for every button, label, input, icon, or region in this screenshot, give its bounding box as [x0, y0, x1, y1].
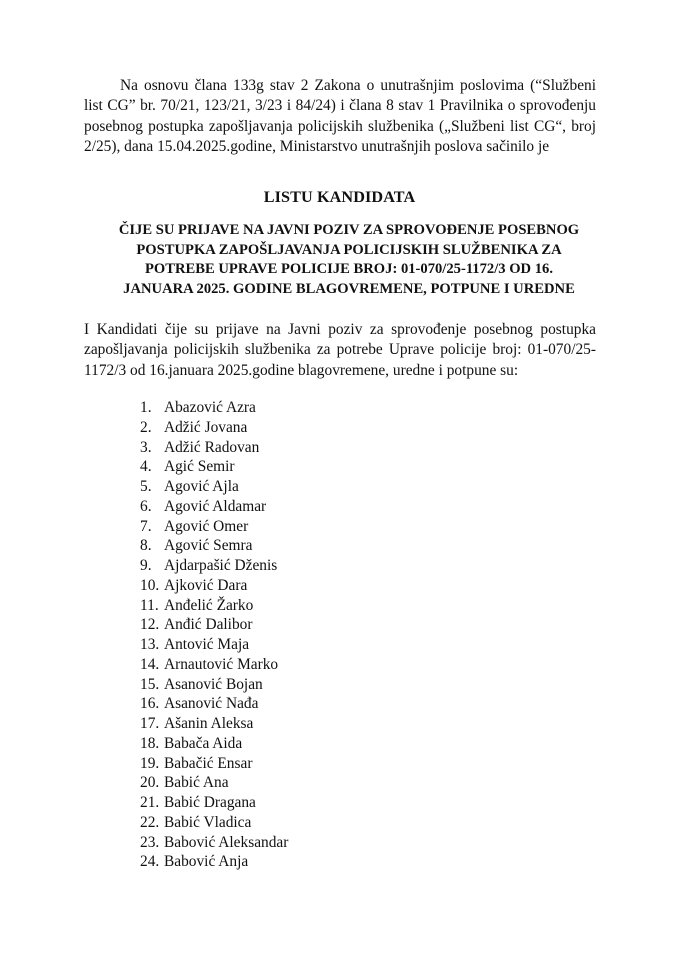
list-item-number: 18.	[140, 734, 160, 752]
list-item	[140, 675, 288, 695]
list-item-name: Arnautović Marko	[164, 655, 279, 673]
list-item-number: 5.	[140, 478, 152, 495]
list-item-name: Agić Semir	[164, 458, 235, 476]
list-item-number: 8.	[140, 537, 152, 555]
list-item	[140, 438, 288, 458]
list-item	[140, 694, 288, 714]
list-item-number: 11.	[140, 596, 159, 614]
list-item-name: Anđić Dalibor	[164, 616, 253, 634]
list-item	[140, 852, 288, 872]
list-item-number: 14.	[140, 655, 160, 673]
list-item-number: 17.	[140, 715, 160, 732]
list-item-number: 13.	[140, 636, 160, 653]
list-item-number: 16.	[140, 695, 160, 713]
list-item	[140, 457, 288, 477]
list-item-number: 10.	[140, 576, 160, 594]
list-item-name: Ajković Dara	[164, 576, 248, 594]
list-item	[140, 813, 288, 833]
list-item-number: 20.	[140, 774, 160, 792]
list-item-name: Babačić Ensar	[164, 754, 253, 772]
candidates-intro-paragraph: I Kandidati čije su prijave na Javni poziv za sprovođenje posebnog postupka zapošljavanja policijskih službenika za potrebe Uprave policije broj: 01-070/25-1172/3 od 16.januara 2025.godine blagovremene, uredne i potpune su:	[84, 321, 596, 379]
list-item-name: Agović Omer	[164, 517, 249, 535]
list-item	[140, 398, 288, 418]
list-item-number: 15.	[140, 675, 160, 693]
list-item-name: Abazović Azra	[164, 399, 256, 416]
list-item-number: 22.	[140, 813, 160, 831]
list-item-name: Asanović Bojan	[164, 675, 263, 693]
list-item	[140, 418, 288, 438]
document-subtitle: ČIJE SU PRIJAVE NA JAVNI POZIV ZA SPROVOĐENJE POSEBNOG POSTUPKA ZAPOŠLJAVANJA POLICIJSKIH SLUŽBENIKA ZA POTREBE UPRAVE POLICIJE BROJ: 01-070/25-1172/3 OD 16. JANUARA 2025. GODINE BLAGOVREMENE, POTPUNE I UREDNE	[118, 222, 580, 297]
list-item	[140, 793, 288, 813]
list-item	[140, 556, 288, 576]
list-item-name: Babić Dragana	[164, 794, 256, 811]
list-item-number: 21.	[140, 794, 160, 811]
list-item-name: Ajdarpašić Dženis	[164, 557, 278, 574]
list-item	[140, 596, 288, 616]
list-item-number: 19.	[140, 754, 160, 772]
candidate-list	[140, 398, 288, 872]
list-item-name: Babača Aida	[164, 734, 243, 752]
list-item	[140, 517, 288, 537]
list-item-name: Asanović Nađa	[164, 695, 259, 713]
list-item-number: 1.	[140, 399, 152, 416]
list-item-number: 6.	[140, 497, 152, 515]
list-item-name: Babić Ana	[164, 774, 229, 792]
list-item	[140, 734, 288, 754]
list-item	[140, 576, 288, 596]
intro-paragraph: Na osnovu člana 133g stav 2 Zakona o unutrašnjim poslovima (“Službeni list CG” br. 70/21, 123/21, 3/23 i 84/24) i člana 8 stav 1 Pravilnika o sprovođenju posebnog postupka zapošljavanja policijskih službenika („Službeni list CG“, broj 2/25), dana 15.04.2025.godine, Ministarstvo unutrašnjih poslova sačinilo je	[84, 77, 596, 156]
list-item-name: Antović Maja	[164, 636, 250, 653]
list-item-name: Adžić Radovan	[164, 438, 260, 456]
list-item	[140, 714, 288, 734]
list-item	[140, 477, 288, 497]
list-item-number: 9.	[140, 557, 152, 574]
list-item-name: Adžić Jovana	[164, 418, 248, 436]
list-item	[140, 536, 288, 556]
list-item-number: 24.	[140, 853, 160, 871]
list-item	[140, 615, 288, 635]
list-item-number: 2.	[140, 418, 152, 436]
document-title: LISTU KANDIDATA	[263, 188, 416, 206]
list-item-name: Agović Ajla	[164, 478, 239, 495]
list-item-number: 23.	[140, 833, 160, 851]
list-item	[140, 773, 288, 793]
list-item-name: Babić Vladica	[164, 813, 252, 831]
list-item-name: Ašanin Aleksa	[164, 715, 254, 732]
list-item	[140, 497, 288, 517]
list-item-name: Agović Aldamar	[164, 497, 267, 515]
list-item-number: 4.	[140, 458, 152, 476]
list-item	[140, 833, 288, 853]
list-item	[140, 754, 288, 774]
list-item	[140, 655, 288, 675]
list-item-number: 3.	[140, 438, 152, 456]
list-item-name: Anđelić Žarko	[164, 596, 254, 614]
list-item-name: Babović Aleksandar	[164, 833, 289, 851]
list-item-number: 7.	[140, 517, 152, 535]
list-item-number: 12.	[140, 616, 160, 634]
list-item	[140, 635, 288, 655]
list-item-name: Babović Anja	[164, 853, 249, 871]
list-item-name: Agović Semra	[164, 537, 253, 555]
